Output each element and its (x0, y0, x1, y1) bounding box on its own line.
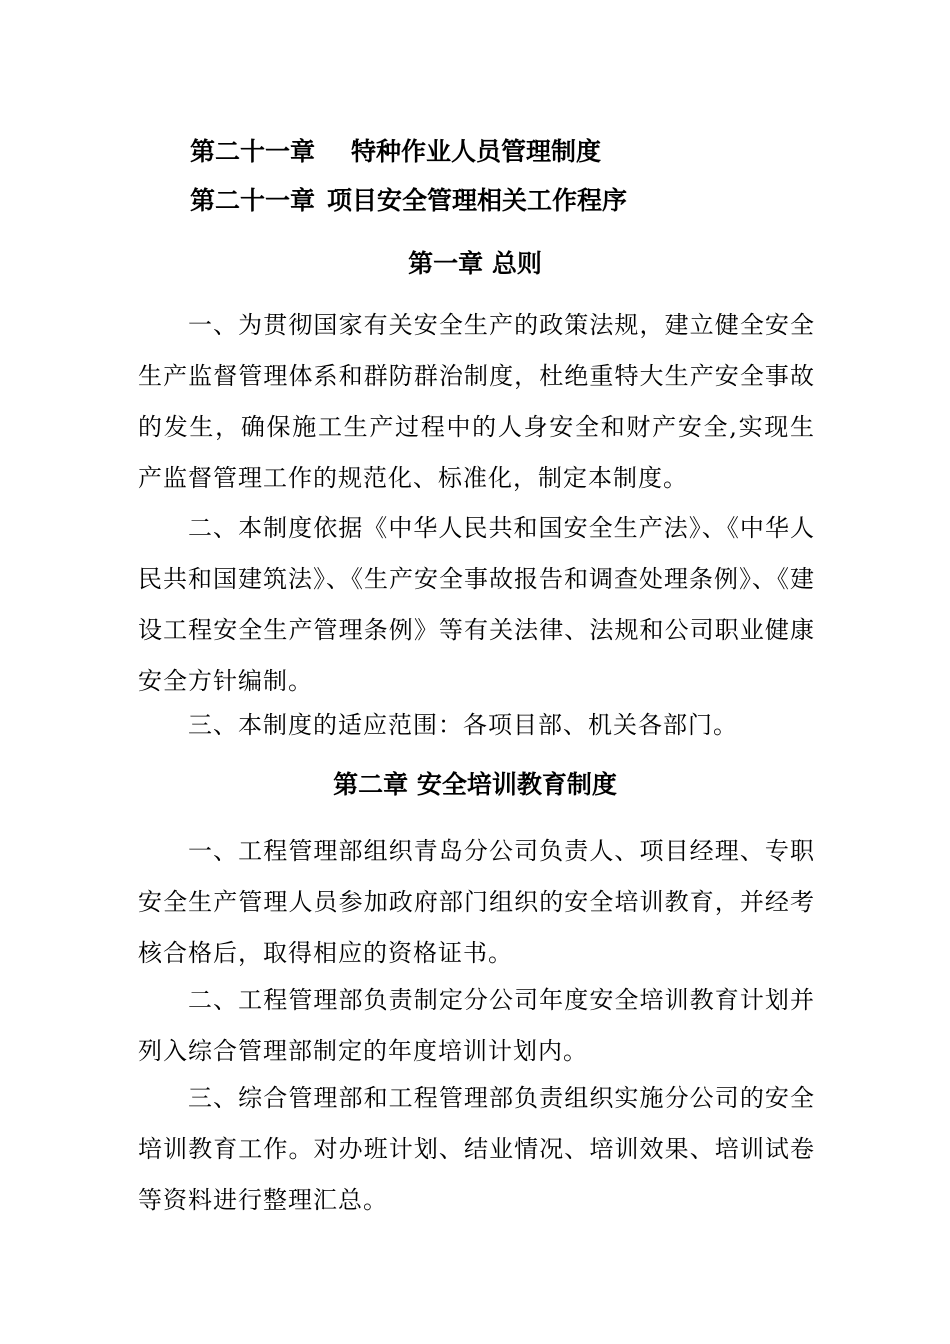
paragraph: 一、为贯彻国家有关安全生产的政策法规，建立健全安全生产监督管理体系和群防群治制度，杜绝重特大生产安全事故的发生，确保施工生产过程中的人身安全和财产安全,实现生产监督管理工作的规范化、标准化，制定本制度。 (138, 311, 815, 492)
chapter-heading: 第二章 安全培训教育制度 (333, 770, 617, 799)
chapter-heading: 第一章 总则 (408, 249, 542, 278)
paragraph: 三、本制度的适应范围：各项目部、机关各部门。 (188, 711, 738, 739)
paragraph: 三、综合管理部和工程管理部负责组织实施分公司的安全培训教育工作。对办班计划、结业情况、培训效果、培训试卷等资料进行整理汇总。 (138, 1084, 815, 1214)
toc-line (190, 186, 627, 216)
toc-chapter-title: 特种作业人员管理制度 (351, 137, 602, 166)
toc-line (190, 137, 601, 167)
paragraph: 二、本制度依据《中华人民共和国安全生产法》、《中华人民共和国建筑法》、《生产安全事故报告和调查处理条例》、《建设工程安全生产管理条例》等有关法律、法规和公司职业健康安全方针编制。 (138, 514, 815, 695)
paragraph: 一、工程管理部组织青岛分公司负责人、项目经理、专职安全生产管理人员参加政府部门组织的安全培训教育，并经考核合格后，取得相应的资格证书。 (138, 837, 815, 967)
toc-chapter-title: 项目安全管理相关工作程序 (327, 186, 628, 215)
toc-chapter-number: 第二十一章 (190, 137, 316, 166)
paragraph: 二、工程管理部负责制定分公司年度安全培训教育计划并列入综合管理部制定的年度培训计划内。 (138, 986, 815, 1065)
toc-chapter-number: 第二十一章 (190, 186, 316, 215)
